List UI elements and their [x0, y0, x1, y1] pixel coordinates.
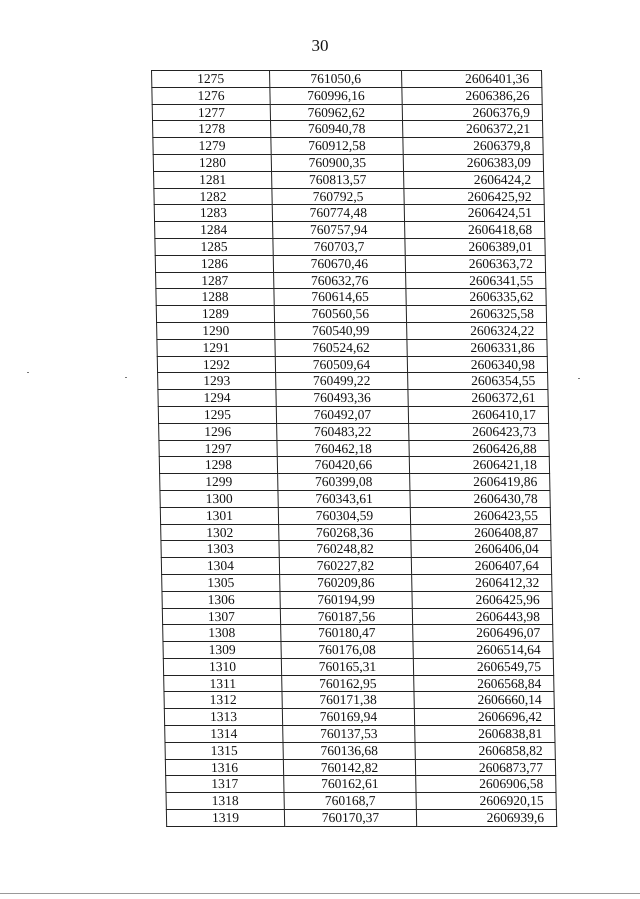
page-number: 30	[311, 36, 329, 55]
table-row	[153, 138, 543, 155]
coordinates-table-body	[152, 71, 557, 827]
table-row	[166, 793, 556, 810]
x-coordinate-cell: 760176,08	[281, 642, 413, 659]
table-row	[163, 625, 553, 642]
point-number-cell: 1301	[160, 507, 278, 524]
table-row	[158, 390, 548, 407]
x-coordinate-cell: 760227,82	[279, 558, 411, 575]
table-row	[157, 356, 547, 373]
x-coordinate-cell: 760962,62	[270, 104, 402, 121]
point-number-cell: 1296	[159, 423, 277, 440]
y-coordinate-cell: 2606858,82	[415, 742, 555, 759]
y-coordinate-cell: 2606379,8	[403, 138, 543, 155]
x-coordinate-cell: 760165,31	[281, 658, 413, 675]
x-coordinate-cell: 760499,22	[276, 373, 408, 390]
scan-edge-line	[0, 893, 640, 894]
table-row	[165, 726, 555, 743]
table-row	[154, 188, 544, 205]
point-number-cell: 1309	[163, 642, 281, 659]
table-row	[152, 71, 542, 88]
point-number-cell: 1281	[154, 171, 272, 188]
x-coordinate-cell: 760136,68	[283, 742, 415, 759]
x-coordinate-cell: 761050,6	[270, 71, 402, 88]
y-coordinate-cell: 2606423,73	[409, 423, 549, 440]
table-row	[161, 541, 551, 558]
table-row	[162, 591, 552, 608]
y-coordinate-cell: 2606331,86	[407, 339, 547, 356]
table-row	[165, 742, 555, 759]
table-row	[162, 574, 552, 591]
table-row	[153, 121, 543, 138]
point-number-cell: 1293	[158, 373, 276, 390]
y-coordinate-cell: 2606383,09	[403, 154, 543, 171]
table-row	[161, 558, 551, 575]
x-coordinate-cell: 760757,94	[273, 222, 405, 239]
y-coordinate-cell: 2606514,64	[413, 642, 553, 659]
x-coordinate-cell: 760483,22	[277, 423, 409, 440]
point-number-cell: 1294	[158, 390, 276, 407]
y-coordinate-cell: 2606335,62	[406, 289, 546, 306]
point-number-cell: 1313	[164, 709, 282, 726]
point-number-cell: 1279	[153, 138, 271, 155]
table-row	[162, 608, 552, 625]
point-number-cell: 1288	[156, 289, 274, 306]
table-row	[154, 205, 544, 222]
point-number-cell: 1276	[152, 87, 270, 104]
point-number-cell: 1318	[166, 793, 284, 810]
point-number-cell: 1317	[166, 776, 284, 793]
table-row	[159, 440, 549, 457]
y-coordinate-cell: 2606696,42	[414, 709, 554, 726]
table-row	[166, 810, 556, 827]
point-number-cell: 1299	[160, 474, 278, 491]
y-coordinate-cell: 2606443,98	[412, 608, 552, 625]
y-coordinate-cell: 2606906,58	[416, 776, 556, 793]
point-number-cell: 1304	[161, 558, 279, 575]
table-row	[165, 759, 555, 776]
x-coordinate-cell: 760399,08	[278, 474, 410, 491]
y-coordinate-cell: 2606418,68	[405, 222, 545, 239]
table-row	[156, 306, 546, 323]
x-coordinate-cell: 760171,38	[282, 692, 414, 709]
table-row	[166, 776, 556, 793]
x-coordinate-cell: 760560,56	[274, 306, 406, 323]
x-coordinate-cell: 760493,36	[276, 390, 408, 407]
x-coordinate-cell: 760614,65	[274, 289, 406, 306]
point-number-cell: 1275	[152, 71, 270, 88]
x-coordinate-cell: 760792,5	[272, 188, 404, 205]
table-row	[160, 507, 550, 524]
x-coordinate-cell: 760462,18	[277, 440, 409, 457]
y-coordinate-cell: 2606401,36	[402, 71, 542, 88]
table-row	[163, 658, 553, 675]
y-coordinate-cell: 2606408,87	[411, 524, 551, 541]
table-row	[156, 289, 546, 306]
y-coordinate-cell: 2606838,81	[415, 726, 555, 743]
point-number-cell: 1302	[161, 524, 279, 541]
table-row	[152, 87, 542, 104]
scan-speck	[578, 378, 580, 379]
table-row	[155, 255, 545, 272]
y-coordinate-cell: 2606423,55	[410, 507, 550, 524]
x-coordinate-cell: 760142,82	[283, 759, 415, 776]
x-coordinate-cell: 760170,37	[284, 810, 416, 827]
x-coordinate-cell: 760268,36	[279, 524, 411, 541]
x-coordinate-cell: 760632,76	[274, 272, 406, 289]
y-coordinate-cell: 2606939,6	[416, 810, 556, 827]
point-number-cell: 1312	[164, 692, 282, 709]
y-coordinate-cell: 2606425,96	[412, 591, 552, 608]
table-row	[158, 373, 548, 390]
y-coordinate-cell: 2606340,98	[407, 356, 547, 373]
x-coordinate-cell: 760540,99	[275, 322, 407, 339]
x-coordinate-cell: 760248,82	[279, 541, 411, 558]
table-row	[154, 171, 544, 188]
x-coordinate-cell: 760420,66	[277, 457, 409, 474]
y-coordinate-cell: 2606410,17	[408, 406, 548, 423]
y-coordinate-cell: 2606873,77	[415, 759, 555, 776]
y-coordinate-cell: 2606363,72	[405, 255, 545, 272]
y-coordinate-cell: 2606324,22	[407, 322, 547, 339]
table-row	[153, 154, 543, 171]
point-number-cell: 1297	[159, 440, 277, 457]
x-coordinate-cell: 760774,48	[272, 205, 404, 222]
x-coordinate-cell: 760137,53	[283, 726, 415, 743]
y-coordinate-cell: 2606419,86	[410, 474, 550, 491]
y-coordinate-cell: 2606376,9	[402, 104, 542, 121]
y-coordinate-cell: 2606354,55	[408, 373, 548, 390]
x-coordinate-cell: 760524,62	[275, 339, 407, 356]
point-number-cell: 1307	[162, 608, 280, 625]
y-coordinate-cell: 2606425,92	[404, 188, 544, 205]
x-coordinate-cell: 760900,35	[271, 154, 403, 171]
y-coordinate-cell: 2606407,64	[411, 558, 551, 575]
point-number-cell: 1291	[157, 339, 275, 356]
y-coordinate-cell: 2606412,32	[412, 574, 552, 591]
point-number-cell: 1319	[166, 810, 284, 827]
x-coordinate-cell: 760169,94	[282, 709, 414, 726]
point-number-cell: 1277	[152, 104, 270, 121]
y-coordinate-cell: 2606568,84	[414, 675, 554, 692]
scan-speck	[27, 372, 29, 373]
point-number-cell: 1310	[163, 658, 281, 675]
table-row	[155, 222, 545, 239]
y-coordinate-cell: 2606660,14	[414, 692, 554, 709]
table-row	[160, 474, 550, 491]
table-row	[164, 692, 554, 709]
point-number-cell: 1305	[162, 574, 280, 591]
point-number-cell: 1287	[156, 272, 274, 289]
point-number-cell: 1284	[155, 222, 273, 239]
point-number-cell: 1278	[153, 121, 271, 138]
point-number-cell: 1292	[157, 356, 275, 373]
point-number-cell: 1311	[164, 675, 282, 692]
x-coordinate-cell: 760509,64	[275, 356, 407, 373]
point-number-cell: 1315	[165, 742, 283, 759]
x-coordinate-cell: 760813,57	[272, 171, 404, 188]
point-number-cell: 1289	[156, 306, 274, 323]
table-row	[160, 490, 550, 507]
y-coordinate-cell: 2606426,88	[409, 440, 549, 457]
y-coordinate-cell: 2606424,2	[404, 171, 544, 188]
y-coordinate-cell: 2606386,26	[402, 87, 542, 104]
table-row	[157, 322, 547, 339]
point-number-cell: 1308	[163, 625, 281, 642]
y-coordinate-cell: 2606421,18	[409, 457, 549, 474]
y-coordinate-cell: 2606341,55	[406, 272, 546, 289]
point-number-cell: 1280	[153, 154, 271, 171]
table-row	[152, 104, 542, 121]
scan-speck	[125, 377, 127, 378]
table-row	[158, 406, 548, 423]
x-coordinate-cell: 760912,58	[271, 138, 403, 155]
x-coordinate-cell: 760304,59	[278, 507, 410, 524]
y-coordinate-cell: 2606496,07	[413, 625, 553, 642]
point-number-cell: 1314	[165, 726, 283, 743]
x-coordinate-cell: 760492,07	[276, 406, 408, 423]
point-number-cell: 1282	[154, 188, 272, 205]
y-coordinate-cell: 2606372,21	[403, 121, 543, 138]
x-coordinate-cell: 760187,56	[280, 608, 412, 625]
x-coordinate-cell: 760703,7	[273, 238, 405, 255]
point-number-cell: 1283	[154, 205, 272, 222]
point-number-cell: 1300	[160, 490, 278, 507]
x-coordinate-cell: 760162,61	[284, 776, 416, 793]
point-number-cell: 1295	[158, 406, 276, 423]
y-coordinate-cell: 2606424,51	[404, 205, 544, 222]
table-row	[156, 272, 546, 289]
point-number-cell: 1303	[161, 541, 279, 558]
y-coordinate-cell: 2606325,58	[406, 306, 546, 323]
x-coordinate-cell: 760194,99	[280, 591, 412, 608]
table-row	[164, 709, 554, 726]
x-coordinate-cell: 760343,61	[278, 490, 410, 507]
table-row	[157, 339, 547, 356]
x-coordinate-cell: 760209,86	[280, 574, 412, 591]
table-row	[164, 675, 554, 692]
y-coordinate-cell: 2606920,15	[416, 793, 556, 810]
y-coordinate-cell: 2606549,75	[413, 658, 553, 675]
point-number-cell: 1306	[162, 591, 280, 608]
point-number-cell: 1316	[165, 759, 283, 776]
y-coordinate-cell: 2606430,78	[410, 490, 550, 507]
point-number-cell: 1290	[157, 322, 275, 339]
table-row	[155, 238, 545, 255]
table-row	[159, 423, 549, 440]
y-coordinate-cell: 2606372,61	[408, 390, 548, 407]
coordinates-table	[151, 70, 557, 827]
x-coordinate-cell: 760180,47	[281, 625, 413, 642]
x-coordinate-cell: 760670,46	[273, 255, 405, 272]
table-row	[161, 524, 551, 541]
point-number-cell: 1286	[155, 255, 273, 272]
x-coordinate-cell: 760996,16	[270, 87, 402, 104]
x-coordinate-cell: 760162,95	[282, 675, 414, 692]
x-coordinate-cell: 760940,78	[271, 121, 403, 138]
table-row	[159, 457, 549, 474]
y-coordinate-cell: 2606406,04	[411, 541, 551, 558]
y-coordinate-cell: 2606389,01	[405, 238, 545, 255]
x-coordinate-cell: 760168,7	[284, 793, 416, 810]
point-number-cell: 1285	[155, 238, 273, 255]
table-row	[163, 642, 553, 659]
point-number-cell: 1298	[159, 457, 277, 474]
